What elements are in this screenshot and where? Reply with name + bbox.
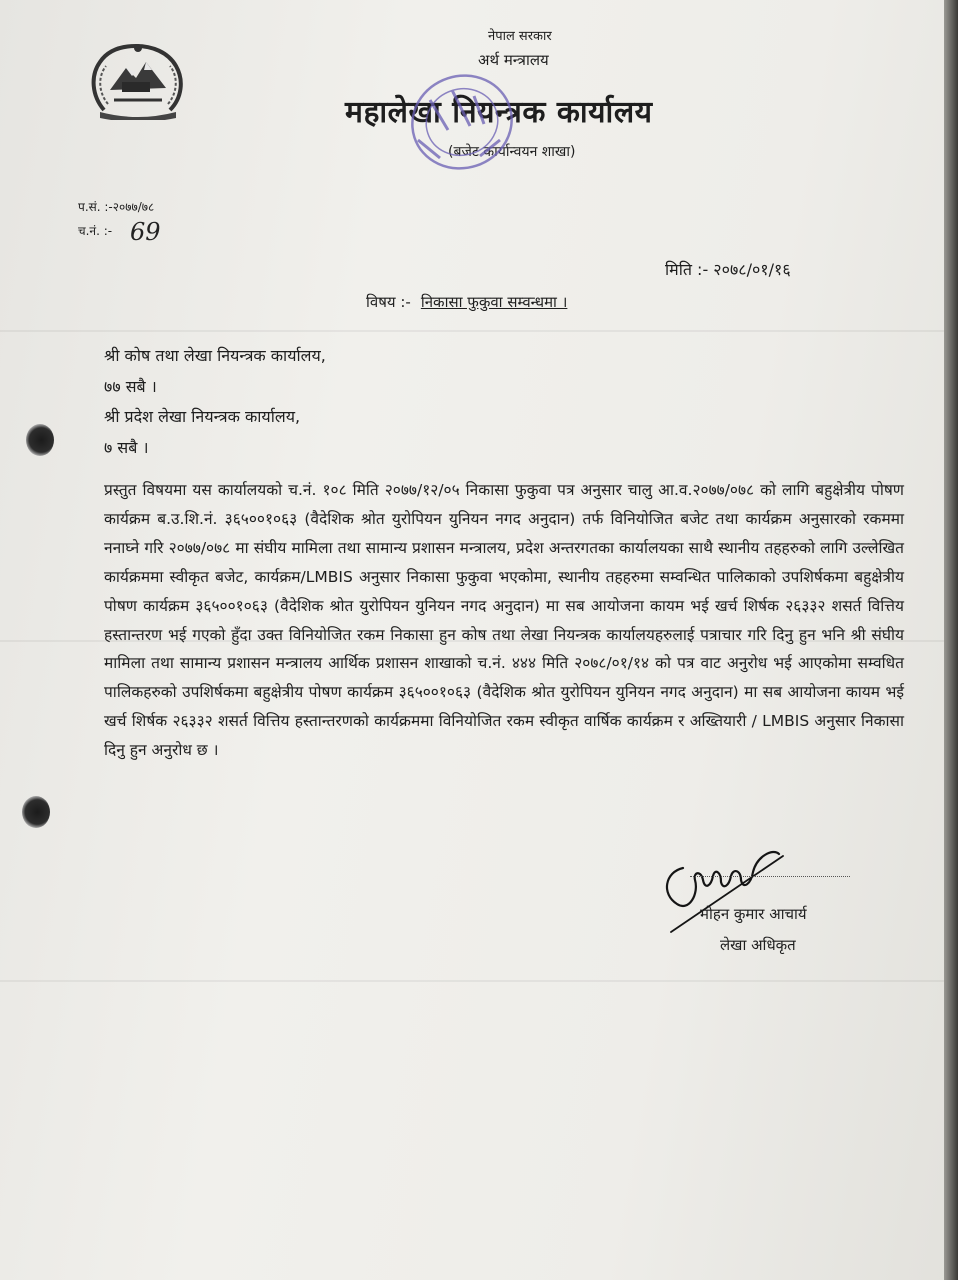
section-name: (बजेट कार्यान्वयन शाखा): [448, 144, 576, 160]
paper-fold: [0, 330, 958, 332]
office-title: महालेखा नियन्त्रक कार्यालय: [345, 95, 653, 130]
government-name: नेपाल सरकार: [488, 29, 552, 44]
office-stamp: [400, 60, 530, 180]
signatory-name: मोहन कुमार आचार्य: [700, 905, 807, 923]
page-edge-shadow: [944, 0, 958, 1280]
addressee-line: ७७ सबै ।: [104, 377, 157, 396]
subject-line: [366, 292, 567, 312]
nepal-emblem-icon: [86, 38, 190, 120]
subject-label: विषय :-: [366, 293, 411, 311]
letter-date: मिति :- २०७८/०१/१६: [665, 260, 791, 279]
punch-hole: [26, 424, 54, 456]
letter-body: प्रस्तुत विषयमा यस कार्यालयको च.नं. १०८ मिति २०७७/१२/०५ निकासा फुकुवा पत्र अनुसार चालु आ.व.२०७७/०७८ को लागि बहुक्षेत्रीय पोषण कार्यक्रम ब.उ.शि.नं. ३६५००१०६३ (वैदेशिक श्रोत युरोपियन युनियन नगद अनुदान) तर्फ विनियोजित बजेट तथा कार्यक्रम अनुसारको रकममा ननाघ्ने गरि २०७७/०७८ मा संघीय मामिला तथा सामान्य प्रशासन मन्त्रालय, प्रदेश अन्तरगतका कार्यालयका साथै स्थानीय तहहरुको लागि उल्लेखित कार्यक्रममा स्वीकृत बजेट, कार्यक्रम/LMBIS अनुसार निकासा फुकुवा भएकोमा, स्थानीय तहहरुमा सम्वन्धित पालिकाको उपशिर्षकमा बहुक्षेत्रीय पोषण कार्यक्रम ३६५००१०६३ (वैदेशिक श्रोत युरोपियन युनियन नगद अनुदान) मा सब आयोजना कायम भई खर्च शिर्षक २६३३२ शसर्त वित्तिय हस्तान्तरण भई गएको हुँदा उक्त विनियोजित रकम निकासा हुन कोष तथा लेखा नियन्त्रक कार्यालयहरुलाई पत्राचार गरि दिनु हुन भनि श्री संघीय मामिला तथा सामान्य प्रशासन मन्त्रालय आर्थिक प्रशासन शाखाको च.नं. ४४४ मिति २०७८/०१/१४ को पत्र वाट अनुरोध भई आएकोमा सम्वधित पालिकहरुको उपशिर्षकमा बहुक्षेत्रीय पोषण कार्यक्रम ३६५००१०६३ (वैदेशिक श्रोत युरोपियन युनियन नगद अनुदान) मा सब आयोजना कायम भई खर्च शिर्षक २६३३२ शसर्त वित्तिय हस्तान्तरणको कार्यक्रममा विनियोजित रकम स्वीकृत वार्षिक कार्यक्रम र अख्तियारी / LMBIS अनुसार निकासा दिनु हुन अनुरोध छ ।: [104, 481, 904, 760]
dispatch-number: 69: [130, 218, 161, 246]
punch-hole: [22, 796, 50, 828]
signature-line: [690, 876, 850, 877]
signatory-title: लेखा अधिकृत: [720, 936, 796, 954]
addressee-line: श्री प्रदेश लेखा नियन्त्रक कार्यालय,: [104, 407, 301, 426]
paper-fold: [0, 980, 958, 982]
ministry-name: अर्थ मन्त्रालय: [478, 51, 549, 69]
subject-value: निकासा फुकुवा सम्वन्धमा ।: [420, 293, 568, 311]
dispatch-label: च.नं. :-: [78, 224, 113, 238]
addressee-line: ७ सबै ।: [104, 438, 149, 457]
fiscal-year-ref: प.सं. :-२०७७/७८: [78, 200, 155, 214]
addressee-line: श्री कोष तथा लेखा नियन्त्रक कार्यालय,: [104, 346, 326, 365]
